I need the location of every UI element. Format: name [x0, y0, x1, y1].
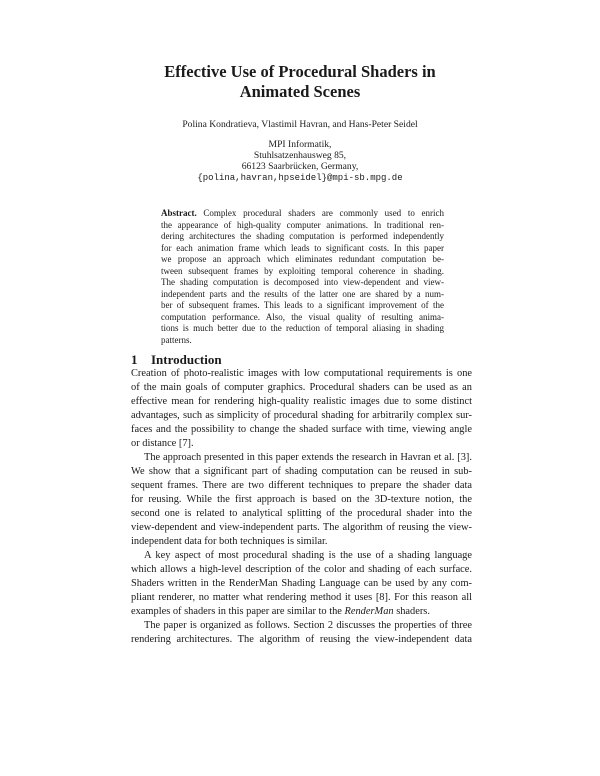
abstract-line: computation performance. Also, the visual quality of resulting anima- — [161, 311, 444, 322]
abstract-line: patterns. — [161, 334, 192, 345]
abstract-line: tions is much better due to the reduction of temporal aliasing in shading — [161, 323, 444, 333]
section-heading — [131, 352, 222, 368]
body-line: second one is related to analytical splitting of the procedural shader into the — [131, 508, 472, 519]
author-list: Polina Kondratieva, Vlastimil Havran, and Hans-Peter Seidel — [182, 119, 418, 130]
body-line: Shaders written in the RenderMan Shading Language can be used by any com- — [131, 578, 472, 589]
body-line: Creation of photo-realistic images with low computational requirements is one — [131, 368, 472, 379]
renderman-emphasis: RenderMan — [344, 606, 394, 617]
body-line: advantages, such as simplicity of procedural shading for arbitrarily complex sur- — [131, 410, 472, 421]
body-line: A key aspect of most procedural shading is the use of a shading language — [144, 550, 472, 561]
abstract-line: the appearance of high-quality computer animations. In traditional ren- — [161, 219, 444, 230]
body-line: The paper is organized as follows. Section 2 discusses the properties of three — [144, 620, 472, 631]
body-line: or distance [7]. — [131, 438, 194, 449]
paper-title-line-1: Effective Use of Procedural Shaders in — [164, 62, 436, 81]
body-line: rendering architectures. The algorithm of reusing the view-independent data — [131, 634, 472, 645]
abstract-line: dering architectures the shading computation is performed independently — [161, 231, 444, 241]
affiliation-line-1: MPI Informatik, — [268, 139, 332, 150]
author-email: {polina,havran,hpseidel}@mpi-sb.mpg.de — [197, 173, 403, 183]
affiliation-line-3: 66123 Saarbrücken, Germany, — [241, 161, 359, 172]
body-line: examples of shaders in this paper are similar to the RenderMan shaders. — [131, 606, 430, 617]
body-line: We show that a significant part of shading computation can be reused in sub- — [131, 466, 472, 477]
section-number: 1 — [131, 352, 138, 367]
abstract-line: Abstract. Complex procedural shaders are commonly used to enrich — [161, 208, 444, 218]
abstract-line: The shading computation is decomposed into view-dependent and view- — [161, 277, 444, 287]
body-line: view-dependent and view-independent parts. The algorithm of reusing the view- — [131, 522, 472, 533]
body-line: effective mean for rendering high-quality realistic images due to some distinct — [131, 396, 472, 407]
section-title: Introduction — [151, 352, 222, 367]
body-line: which allows a high-level description of the color and shading of each surface. — [131, 564, 472, 575]
abstract-line: tween subsequent frames by exploiting temporal coherence in shading. — [161, 265, 444, 276]
body-line: for reusing. While the first approach is based on the 3D-texture notion, the — [131, 494, 472, 505]
body-line: faces and the possibility to change the shaded surface with time, viewing angle — [131, 424, 472, 435]
body-line: pliant renderer, no matter what rendering method it uses [8]. For this reason all — [131, 592, 472, 603]
body-line: of the main goals of computer graphics. Procedural shaders can be used as an — [131, 382, 472, 393]
affiliation-line-2: Stuhlsatzenhausweg 85, — [253, 150, 347, 161]
abstract-line: we propose an approach which eliminates redundant computation be- — [161, 254, 444, 264]
abstract-line: independent parts and the results of the latter one are shared by a num- — [161, 288, 444, 299]
body-line: The approach presented in this paper extends the research in Havran et al. [3]. — [144, 452, 472, 463]
abstract-line: ber of subsequent frames. This leads to a significant improvement of the — [161, 300, 444, 310]
paper-title-line-2: Animated Scenes — [239, 82, 361, 101]
abstract-label: Abstract. — [161, 208, 197, 218]
body-line: independent data for both techniques is similar. — [131, 536, 328, 547]
body-line: sequent frames. There are two different techniques to prepare the shader data — [131, 480, 472, 491]
abstract-line: for each animation frame which leads to significant costs. In this paper — [161, 242, 444, 253]
